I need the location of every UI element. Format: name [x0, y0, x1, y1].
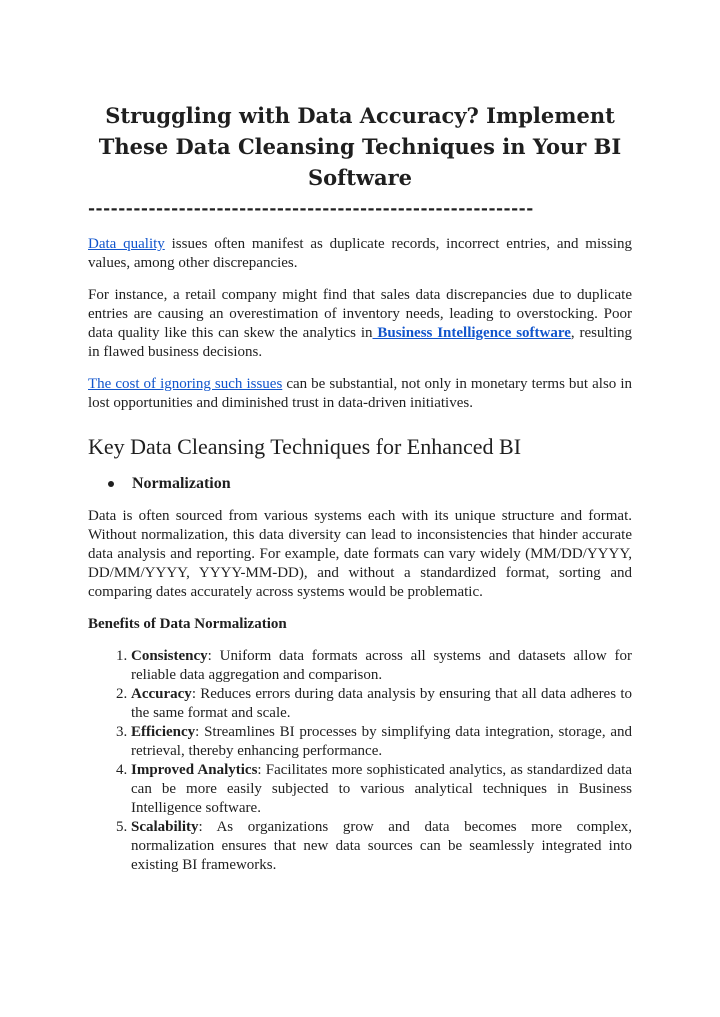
list-item [131, 647, 632, 685]
cost-text: can be substantial, not only in monetary terms but also in lost opportunities and diminished trust in data-driven initiatives. [88, 376, 632, 411]
benefit-term: Consistency [131, 648, 208, 664]
benefits-list [88, 647, 632, 875]
benefit-term: Accuracy [131, 686, 192, 702]
intro-paragraph [88, 235, 632, 273]
benefit-term: Improved Analytics [131, 762, 258, 778]
list-item [108, 475, 632, 493]
bullet-icon [108, 481, 114, 487]
benefit-term: Scalability [131, 819, 199, 835]
separator-line: ----------------------------------------------------------- [88, 199, 534, 219]
page-title: Struggling with Data Accuracy? Implement These Data Cleansing Techniques in Your BI Software [98, 103, 622, 190]
list-item [131, 761, 632, 818]
cost-link[interactable]: The cost of ignoring such issues [88, 376, 283, 392]
benefit-desc: : Uniform data formats across all systems and datasets allow for reliable data aggregation and comparison. [131, 648, 632, 683]
benefit-desc: : Streamlines BI processes by simplifying data integration, storage, and retrieval, thereby enhancing performance. [131, 724, 632, 759]
example-text: For instance, a retail company might find that sales data discrepancies due to duplicate entries are causing an overestimation of inventory needs, leading to overstocking. Poor data quality like this can skew the analytics in [88, 287, 632, 341]
benefit-desc: : Reduces errors during data analysis by ensuring that all data adheres to the same format and scale. [131, 686, 632, 721]
business-intelligence-link[interactable]: Business Intelligence software [372, 325, 571, 341]
list-item [131, 723, 632, 761]
cost-paragraph [88, 375, 632, 413]
normalization-paragraph: Data is often sourced from various systems each with its unique structure and format. Without normalization, this data diversity can lead to inconsistencies that hinder accurate data analysis and reporting. For example, date formats can vary widely (MM/DD/YYYY, DD/MM/YYYY, YYYY-MM-DD), and without a standardized format, sorting and comparing dates accurately across systems would be problematic. [88, 508, 632, 600]
list-item [131, 685, 632, 723]
benefit-desc: : Facilitates more sophisticated analytics, as standardized data can be more easily subjected to various analytical techniques in Business Intelligence software. [131, 762, 632, 816]
intro-text: issues often manifest as duplicate records, incorrect entries, and missing values, among other discrepancies. [88, 236, 632, 271]
benefits-heading: Benefits of Data Normalization [88, 616, 287, 632]
section-heading: Key Data Cleansing Techniques for Enhanced BI [88, 434, 522, 459]
example-tail: , resulting in flawed business decisions. [88, 325, 632, 360]
data-quality-link[interactable]: Data quality [88, 236, 165, 252]
technique-name: Normalization [132, 475, 231, 492]
technique-list [88, 475, 632, 493]
example-paragraph [88, 286, 632, 362]
benefit-desc: : As organizations grow and data becomes more complex, normalization ensures that new data sources can be seamlessly integrated into existing BI frameworks. [131, 819, 632, 873]
list-item [131, 818, 632, 875]
benefit-term: Efficiency [131, 724, 196, 740]
